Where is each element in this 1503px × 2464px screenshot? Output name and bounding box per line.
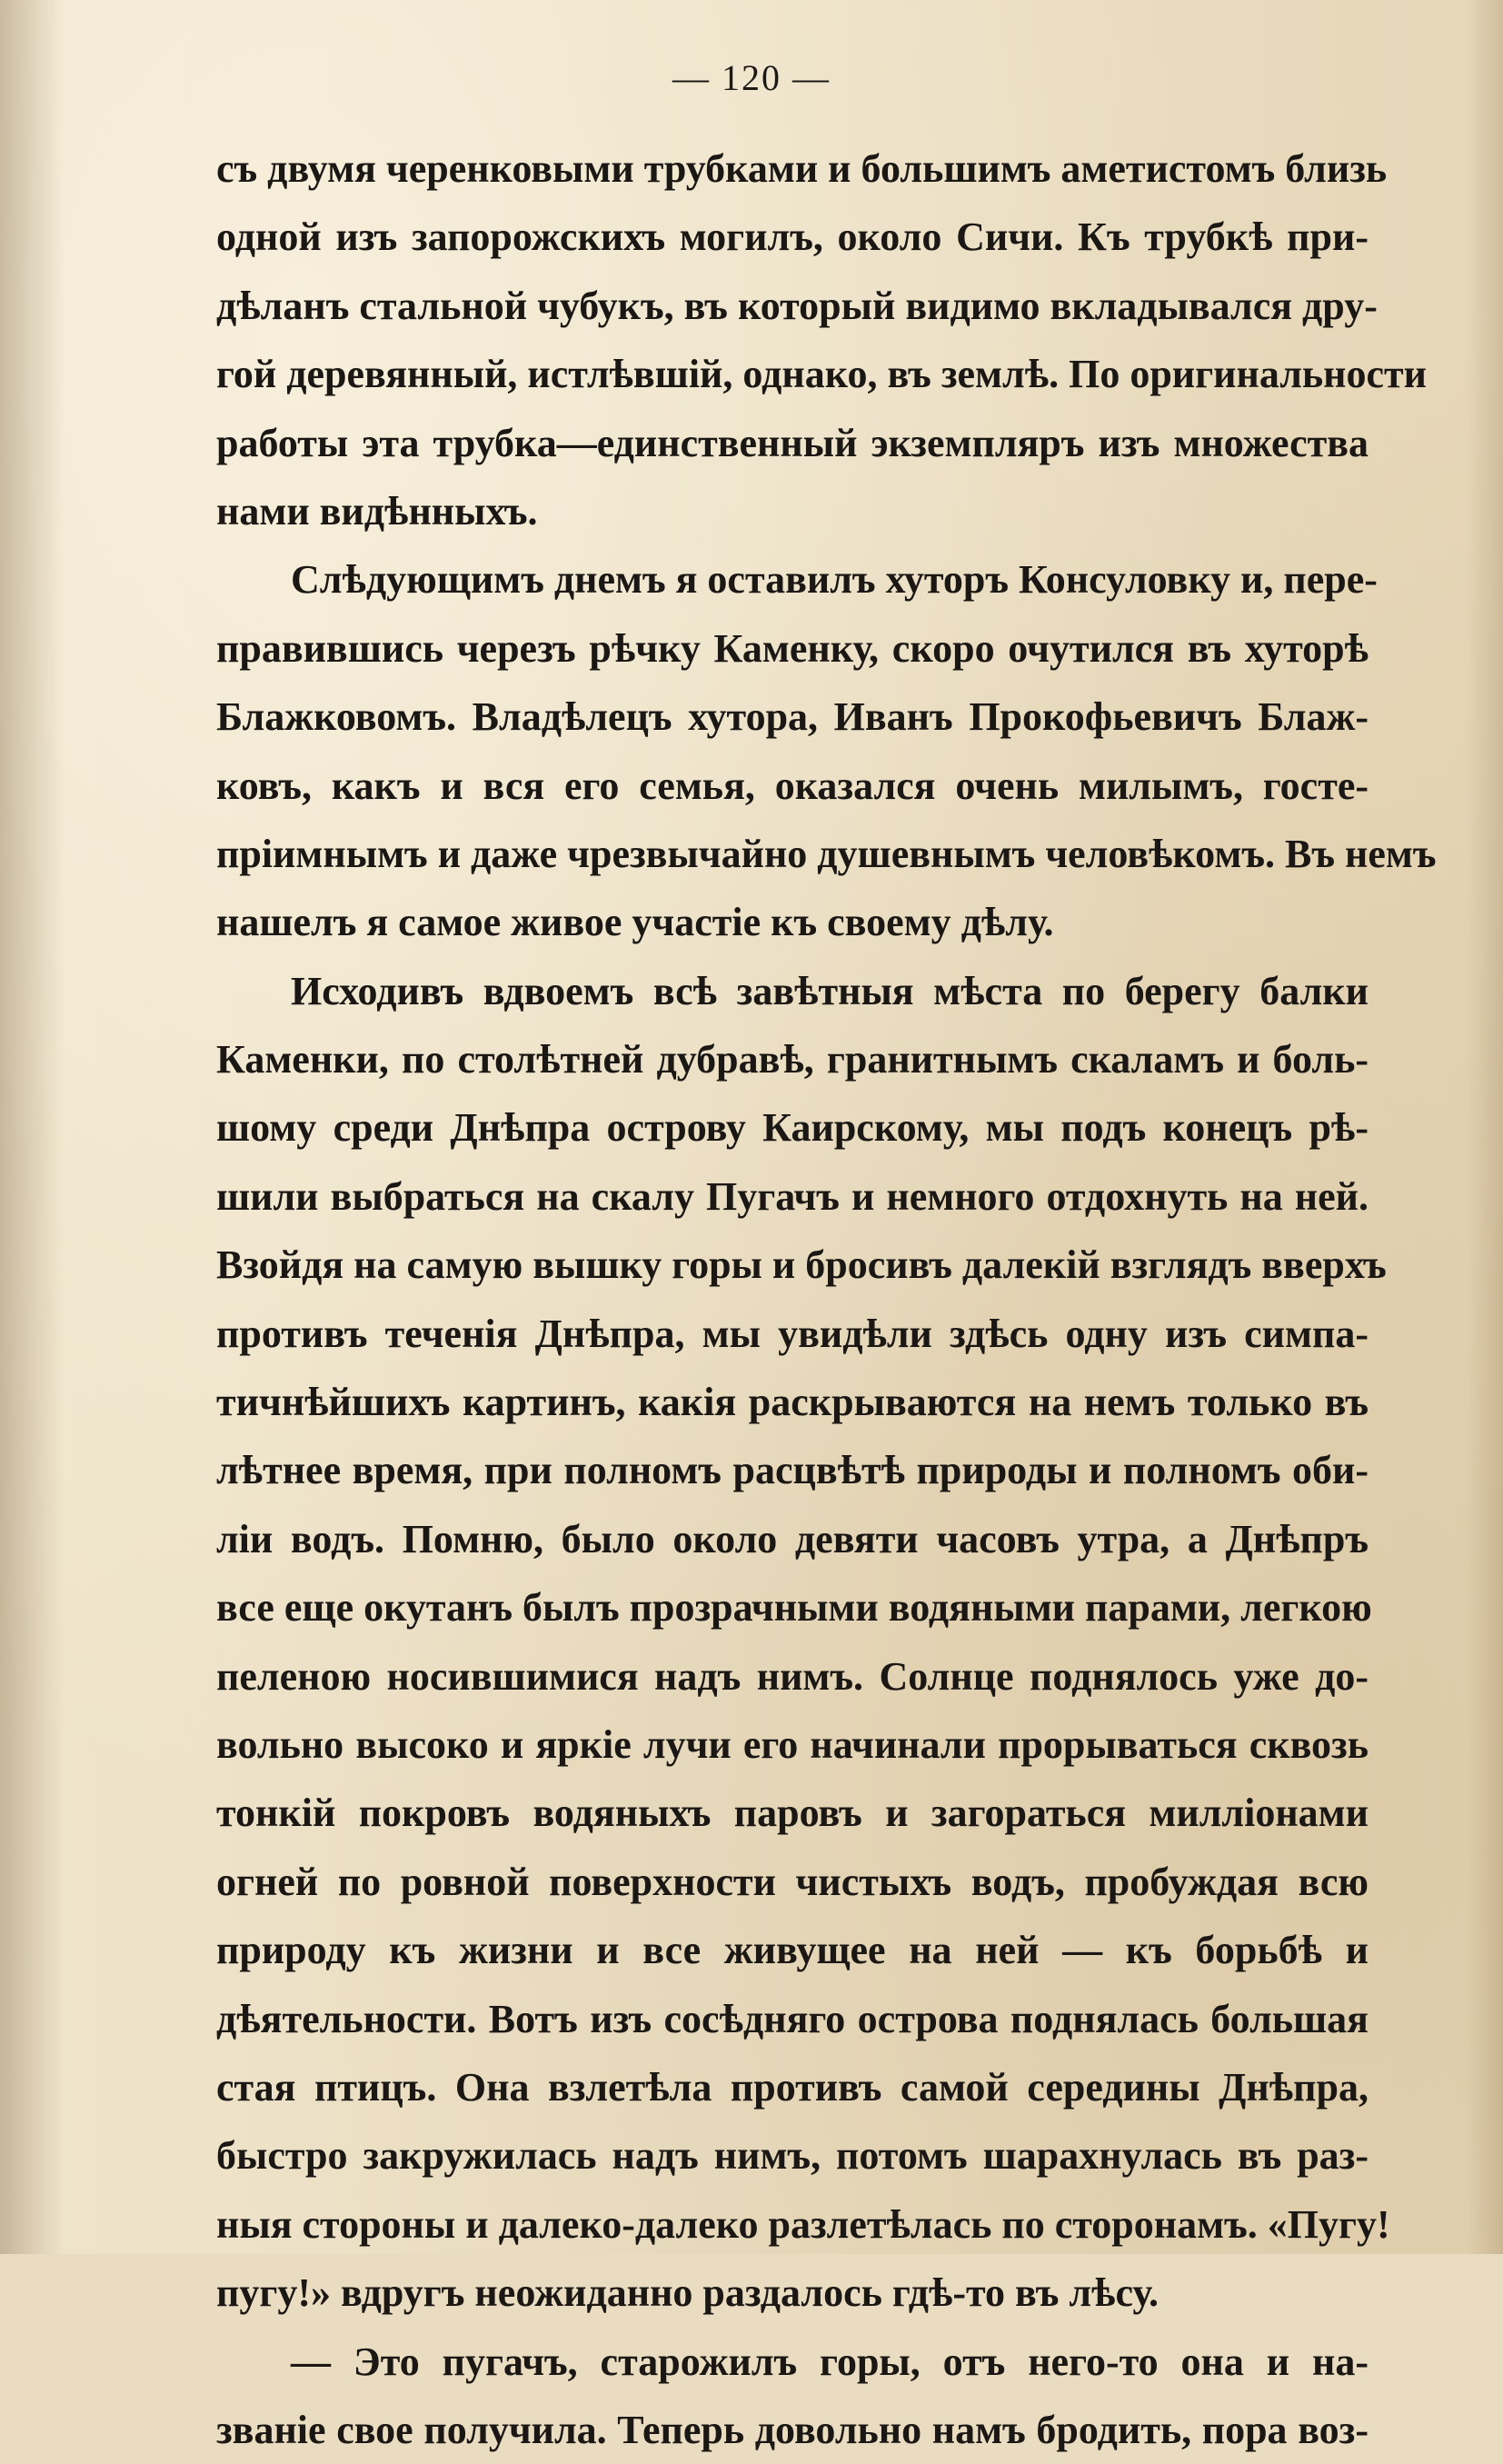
- text-line: званіе свое получила. Теперь довольно намъ бродить, пора воз-: [216, 2407, 1369, 2452]
- text-line: одной изъ запорожскихъ могилъ, около Сичи. Къ трубкѣ при-: [216, 214, 1369, 260]
- text-line: ныя стороны и далеко-далеко разлетѣлась по сторонамъ. «Пугу!: [216, 2201, 1390, 2247]
- page-number: — 120 —: [672, 57, 831, 98]
- paragraph-first-line: — Это пугачъ, старожилъ горы, отъ него-то она и на-: [291, 2339, 1369, 2384]
- text-line: нами видѣнныхъ.: [216, 488, 538, 534]
- text-line: шому среди Днѣпра острову Каирскому, мы подъ конецъ рѣ-: [216, 1105, 1369, 1151]
- text-line: тичнѣйшихъ картинъ, какія раскрываются на немъ только въ: [216, 1380, 1369, 1425]
- text-line: Блажковомъ. Владѣлецъ хутора, Иванъ Прокофьевичъ Блаж-: [216, 694, 1369, 740]
- text-line: Каменки, по столѣтней дубравѣ, гранитнымъ скаламъ и боль-: [216, 1037, 1369, 1082]
- text-line: противъ теченія Днѣпра, мы увидѣли здѣсь одну изъ симпа-: [216, 1311, 1369, 1356]
- text-line: ковъ, какъ и вся его семья, оказался очень милымъ, госте-: [216, 763, 1369, 808]
- text-line: нашелъ я самое живое участіе къ своему дѣлу.: [216, 900, 1054, 945]
- text-line: все еще окутанъ былъ прозрачными водяными парами, легкою: [216, 1585, 1372, 1631]
- text-line: лѣтнее время, при полномъ расцвѣтѣ природы и полномъ оби-: [216, 1448, 1369, 1493]
- text-line: пугу!» вдругъ неожиданно раздалось гдѣ-то въ лѣсу.: [216, 2270, 1160, 2316]
- text-line: шили выбраться на скалу Пугачъ и немного отдохнуть на ней.: [216, 1173, 1369, 1219]
- text-line: дѣятельности. Вотъ изъ сосѣдняго острова поднялась большая: [216, 1996, 1369, 2041]
- page-edge-shadow: [1467, 0, 1503, 2254]
- text-line: вольно высоко и яркіе лучи его начинали прорываться сквозь: [216, 1721, 1369, 1767]
- paragraph-first-line: Исходивъ вдвоемъ всѣ завѣтныя мѣста по берегу балки: [291, 968, 1369, 1013]
- text-line: быстро закружилась надъ нимъ, потомъ шарахнулась въ раз-: [216, 2133, 1369, 2179]
- text-line: ліи водъ. Помню, было около девяти часовъ утра, а Днѣпръ: [216, 1516, 1369, 1561]
- text-line: съ двумя черенковыми трубками и большимъ аметистомъ близь: [216, 146, 1388, 191]
- text-line: пріимнымъ и даже чрезвычайно душевнымъ человѣкомъ. Въ немъ: [216, 831, 1437, 876]
- text-line: Взойдя на самую вышку горы и бросивъ далекій взглядъ вверхъ: [216, 1242, 1387, 1288]
- text-line: правившись черезъ рѣчку Каменку, скоро очутился въ хуторѣ: [216, 625, 1369, 671]
- text-line: работы эта трубка—единственный экземпляръ изъ множества: [216, 420, 1369, 465]
- spine-shadow: [0, 0, 64, 2254]
- paragraph-first-line: Слѣдующимъ днемъ я оставилъ хуторъ Консуловку и, пере-: [291, 557, 1378, 603]
- text-line: тонкій покровъ водяныхъ паровъ и загораться милліонами: [216, 1791, 1369, 1836]
- text-line: пеленою носившимися надъ нимъ. Солнце поднялось уже до-: [216, 1653, 1369, 1699]
- text-line: гой деревянный, истлѣвшій, однако, въ землѣ. По оригинальности: [216, 352, 1428, 397]
- text-line: дѣланъ стальной чубукъ, въ который видимо вкладывался дру-: [216, 283, 1378, 328]
- text-line: природу къ жизни и все живущее на ней — къ борьбѣ и: [216, 1928, 1369, 1973]
- text-line: огней по ровной поверхности чистыхъ водъ, пробуждая всю: [216, 1859, 1369, 1904]
- body-text: [216, 135, 1437, 2464]
- text-line: стая птицъ. Она взлетѣла противъ самой середины Днѣпра,: [216, 2064, 1369, 2110]
